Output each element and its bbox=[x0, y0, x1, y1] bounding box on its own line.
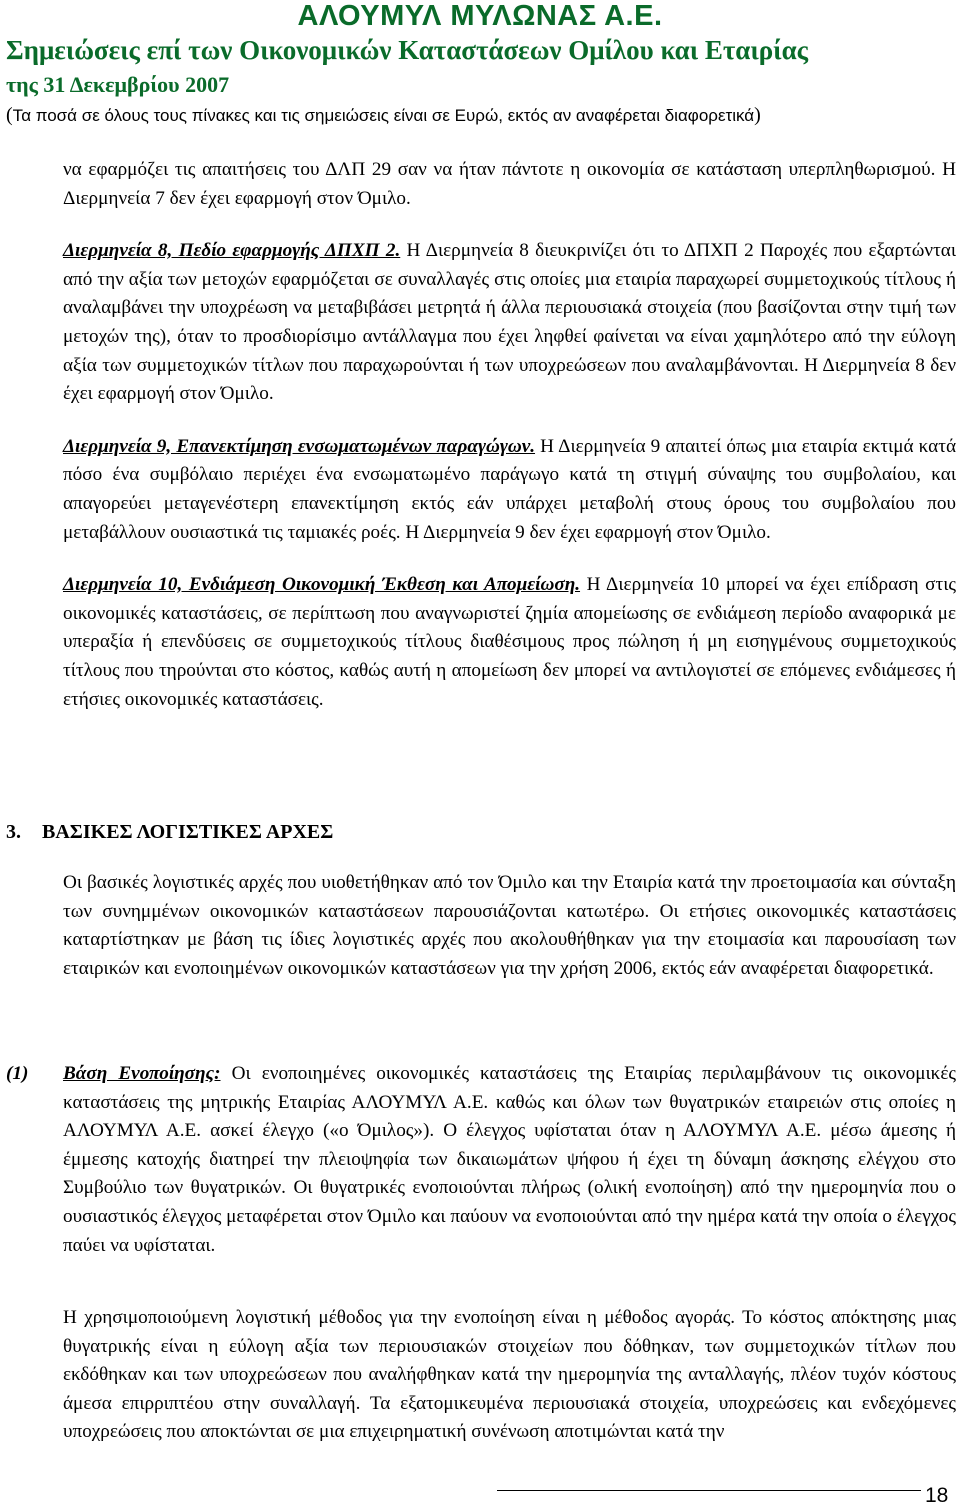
footer-rule bbox=[497, 1490, 921, 1491]
consolidation-paragraph bbox=[63, 1060, 956, 1260]
consolidation-text: Οι ενοποιημένες οικονομικές καταστάσεις της Εταιρίας περιλαμβάνουν τις οικονομικές καταστάσεις της μητρικής Εταιρίας ΑΛΟΥΜΥΛ Α.Ε. καθώς και όλων των θυγατρικών εταιρειών στις οποίες η ΑΛΟΥΜΥΛ Α.Ε. ασκεί έλεγχο («ο Όμιλος»). Ο έλεγχος υφίσταται όταν η ΑΛΟΥΜΥΛ Α.Ε. μέσω άμεσης ή έμμεσης κατοχής διατηρεί την πλειοψηφία των δικαιωμάτων ψήφου ή έχει τη δύναμη άσκησης ελέγχου στο Συμβούλιο των θυγατρικών. Οι θυγατρικές ενοποιούνται πλήρως (ολική ενοποίηση) από την ημερομηνία που ο ουσιαστικός έλεγχος μεταφέρεται στον Όμιλο και παύουν να ενοποιούνται από την ημέρα κατά την οποία ο έλεγχος παύει να υφίσταται. bbox=[63, 1063, 956, 1256]
item-number: (1) bbox=[6, 1063, 29, 1084]
document-date: της 31 Δεκεμβρίου 2007 bbox=[6, 72, 230, 97]
section-title: ΒΑΣΙΚΕΣ ΛΟΓΙΣΤΙΚΕΣ ΑΡΧΕΣ bbox=[42, 821, 334, 843]
interpretation-10-heading: Διερμηνεία 10, Ενδιάμεση Οικονομική Έκθεση και Απομείωση. bbox=[63, 574, 581, 596]
interpretation-9-heading: Διερμηνεία 9, Επανεκτίμηση ενσωματωμένων παραγώγων. bbox=[63, 435, 536, 457]
interpretation-8-heading: Διερμηνεία 8, Πεδίο εφαρμογής ΔΠΧΠ 2. bbox=[63, 240, 401, 262]
note-close-paren: ) bbox=[754, 104, 761, 126]
paragraph-interpretation-9 bbox=[63, 433, 956, 547]
paragraph-interpretation-10 bbox=[63, 571, 956, 714]
section-number: 3. bbox=[6, 821, 21, 843]
acquisition-paragraph: Η χρησιμοποιούμενη λογιστική μέθοδος για την ενοποίηση είναι η μέθοδος αγοράς. Το κόστος απόκτησης μιας θυγατρικής είναι η εύλογη αξία των περιουσιακών στοιχείων που δόθηκαν, των συμμετοχικών τίτλων που εκδόθηκαν και των υποχρεώσεων που αναλήφθηκαν κατά την ημερομηνία της ανταλλαγής, πλέον τυχόν κόστους άμεσα επιρριπτέου στην συναλλαγή. Τα εξατομικευμένα περιουσιακά στοιχεία, υποχρεώσεις και ενδεχόμενες υποχρεώσεις που αποκτώνται σε μια επιχειρηματική συνένωση αποτιμώνται κατά την bbox=[63, 1307, 956, 1443]
interpretation-8-text: Η Διερμηνεία 8 διευκρινίζει ότι το ΔΠΧΠ 2 Παροχές που εξαρτώνται από την αξία των μετοχών εφαρμόζεται σε συναλλαγές στις οποίες μια εταιρία παραχωρεί συμμετοχικούς τίτλους ή αναλαμβάνει την υποχρέωση να μεταβιβάσει μετρητά ή άλλα περιουσιακά στοιχεία (που βασίζονται στην τιμή των μετοχών της), όταν το προσδιορίσιμο αντάλλαγμα που έχει ληφθεί φαίνεται να είναι χαμηλότερο από την εύλογη αξία των συμμετοχικών τίτλων που παραχωρούνται ή των υποχρεώσεων που αναλαμβάνονται. Η Διερμηνεία 8 δεν έχει εφαρμογή στον Όμιλο. bbox=[63, 240, 956, 405]
notes-body bbox=[63, 156, 956, 714]
interpretation-9-text: Η Διερμηνεία 9 απαιτεί όπως μια εταιρία εκτιμά κατά πόσο ένα συμβόλαιο περιέχει ένα ενσωματωμένο παράγωγο κατά τη στιγμή σύναψης του συμβολαίου, και απαγορεύει μεταγενέστερη επανεκτίμηση εκτός εάν υπάρχει μεταβολή στους όρους του συμβολαίου που μεταβάλλουν ουσιαστικά τις ταμιακές ροές. Η Διερμηνεία 9 δεν έχει εφαρμογή στον Όμιλο. bbox=[63, 435, 956, 543]
company-name: ΑΛΟΥΜΥΛ ΜΥΛΩΝΑΣ Α.Ε. bbox=[297, 0, 663, 32]
paragraph-interpretation-7: να εφαρμόζει τις απαιτήσεις του ΔΛΠ 29 σαν να ήταν πάντοτε η οικονομία σε κατάσταση υπερπληθωρισμού. Η Διερμηνεία 7 δεν έχει εφαρμογή στον Όμιλο. bbox=[63, 159, 956, 209]
currency-note-text: Τα ποσά σε όλους τους πίνακες και τις σημειώσεις είναι σε Ευρώ, εκτός αν αναφέρεται διαφορετικά bbox=[12, 106, 755, 125]
acquisition-method bbox=[63, 1304, 956, 1447]
principles-intro bbox=[63, 869, 956, 983]
consolidation-basis bbox=[63, 1060, 956, 1260]
currency-note bbox=[6, 104, 761, 127]
paragraph-interpretation-8 bbox=[63, 237, 956, 409]
interpretation-10-text: Η Διερμηνεία 10 μπορεί να έχει επίδραση στις οικονομικές καταστάσεις, σε περίπτωση που αναγνωριστεί ζημία απομείωσης σε ενδιάμεση περίοδο αναφορικά με υπεραξία ή επενδύσεις σε συμμετοχικούς τίτλους διαθέσιμους προς πώληση ή μη εισηγμένους συμμετοχικούς τίτλους που τηρούνται στο κόστος, καθώς αυτή η απομείωση δεν μπορεί να αντιλογιστεί σε επόμενες ενδιάμεσες ή ετήσιες οικονομικές καταστάσεις. bbox=[63, 574, 956, 710]
consolidation-heading: Βάση Ενοποίησης: bbox=[63, 1063, 221, 1084]
section-heading bbox=[6, 818, 333, 846]
document-title: Σημειώσεις επί των Οικονομικών Καταστάσεων Ομίλου και Εταιρίας bbox=[6, 35, 809, 65]
principles-intro-text: Οι βασικές λογιστικές αρχές που υιοθετήθηκαν από τον Όμιλο και την Εταιρία κατά την προετοιμασία και σύνταξη των συνημμένων οικονομικών καταστάσεων παρουσιάζονται κατωτέρω. Οι ετήσιες οικονομικές καταστάσεις καταρτίστηκαν με βάση τις ίδιες λογιστικές αρχές που ακολουθήθηκαν για την ετοιμασία και παρουσίαση των εταιρικών και ενοποιημένων οικονομικών καταστάσεων για την χρήση 2006, εκτός εάν αναφέρεται διαφορετικά. bbox=[63, 872, 956, 979]
page-number: 18 bbox=[925, 1484, 949, 1507]
note-open-paren: ( bbox=[6, 104, 13, 126]
